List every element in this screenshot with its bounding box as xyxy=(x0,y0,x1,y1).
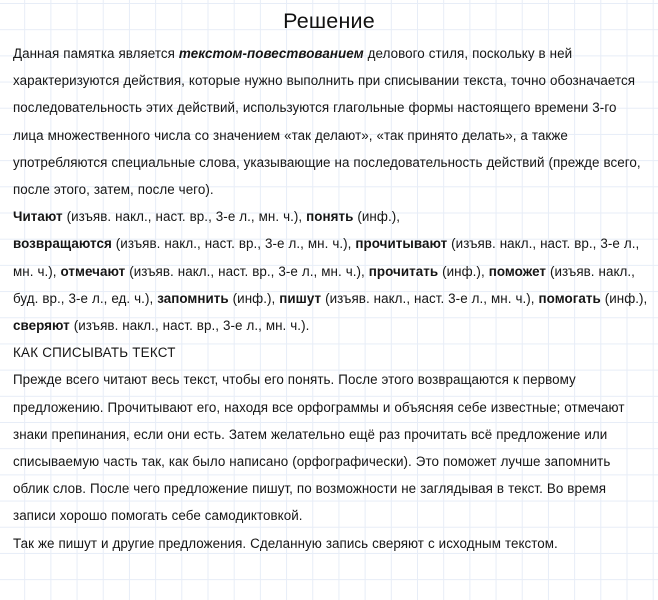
solution-body xyxy=(0,40,658,557)
intro-paragraph: Данная памятка является текстом-повествованием делового стиля, поскольку в ней характеризуются действия, которые нужно выполнить при списывании текста, точно обозначается последовательность этих действий, используются глагольные формы настоящего времени 3-го лица множественного числа со значением «так делают», «так принято делать», а также употребляются специальные слова, указывающие на последовательность действий (прежде всего, после этого, затем, после чего). xyxy=(13,46,641,198)
verb-analysis-paragraph: Читают (изъяв. накл., наст. вр., 3-е л., мн. ч.), понять (инф.), возвращаются (изъяв. накл., наст. вр., 3-е л., мн. ч.), прочитывают (изъяв. накл., наст. вр., 3-е л., мн. ч.), отмечают (изъяв. накл., наст. вр., 3-е л., мн. ч.), прочитать (инф.), поможет (изъяв. накл., буд. вр., 3-е л., ед. ч.), запомнить (инф.), пишут (изъяв. накл., наст. 3-е л., мн. ч.), помогать (инф.), сверяют (изъяв. накл., наст. вр., 3-е л., мн. ч.). xyxy=(13,209,648,334)
section-heading: КАК СПИСЫВАТЬ ТЕКСТ xyxy=(13,345,176,361)
instructions-paragraph: Прежде всего читают весь текст, чтобы его понять. После этого возвращаются к первому предложению. Прочитывают его, находя все орфограммы и объясняя себе известные; отмечают знаки препинания, если они есть. Затем желательно ещё раз прочитать всё предложение или списываемую часть так, как было написано (орфографически). Это поможет лучше запомнить облик слов. После чего предложение пишут, по возможности не заглядывая в текст. Во время записи хорошо помогать себе самодиктовкой. xyxy=(13,372,625,524)
closing-paragraph: Так же пишут и другие предложения. Сделанную запись сверяют с исходным текстом. xyxy=(13,535,558,551)
page-title: Решение xyxy=(283,9,375,33)
